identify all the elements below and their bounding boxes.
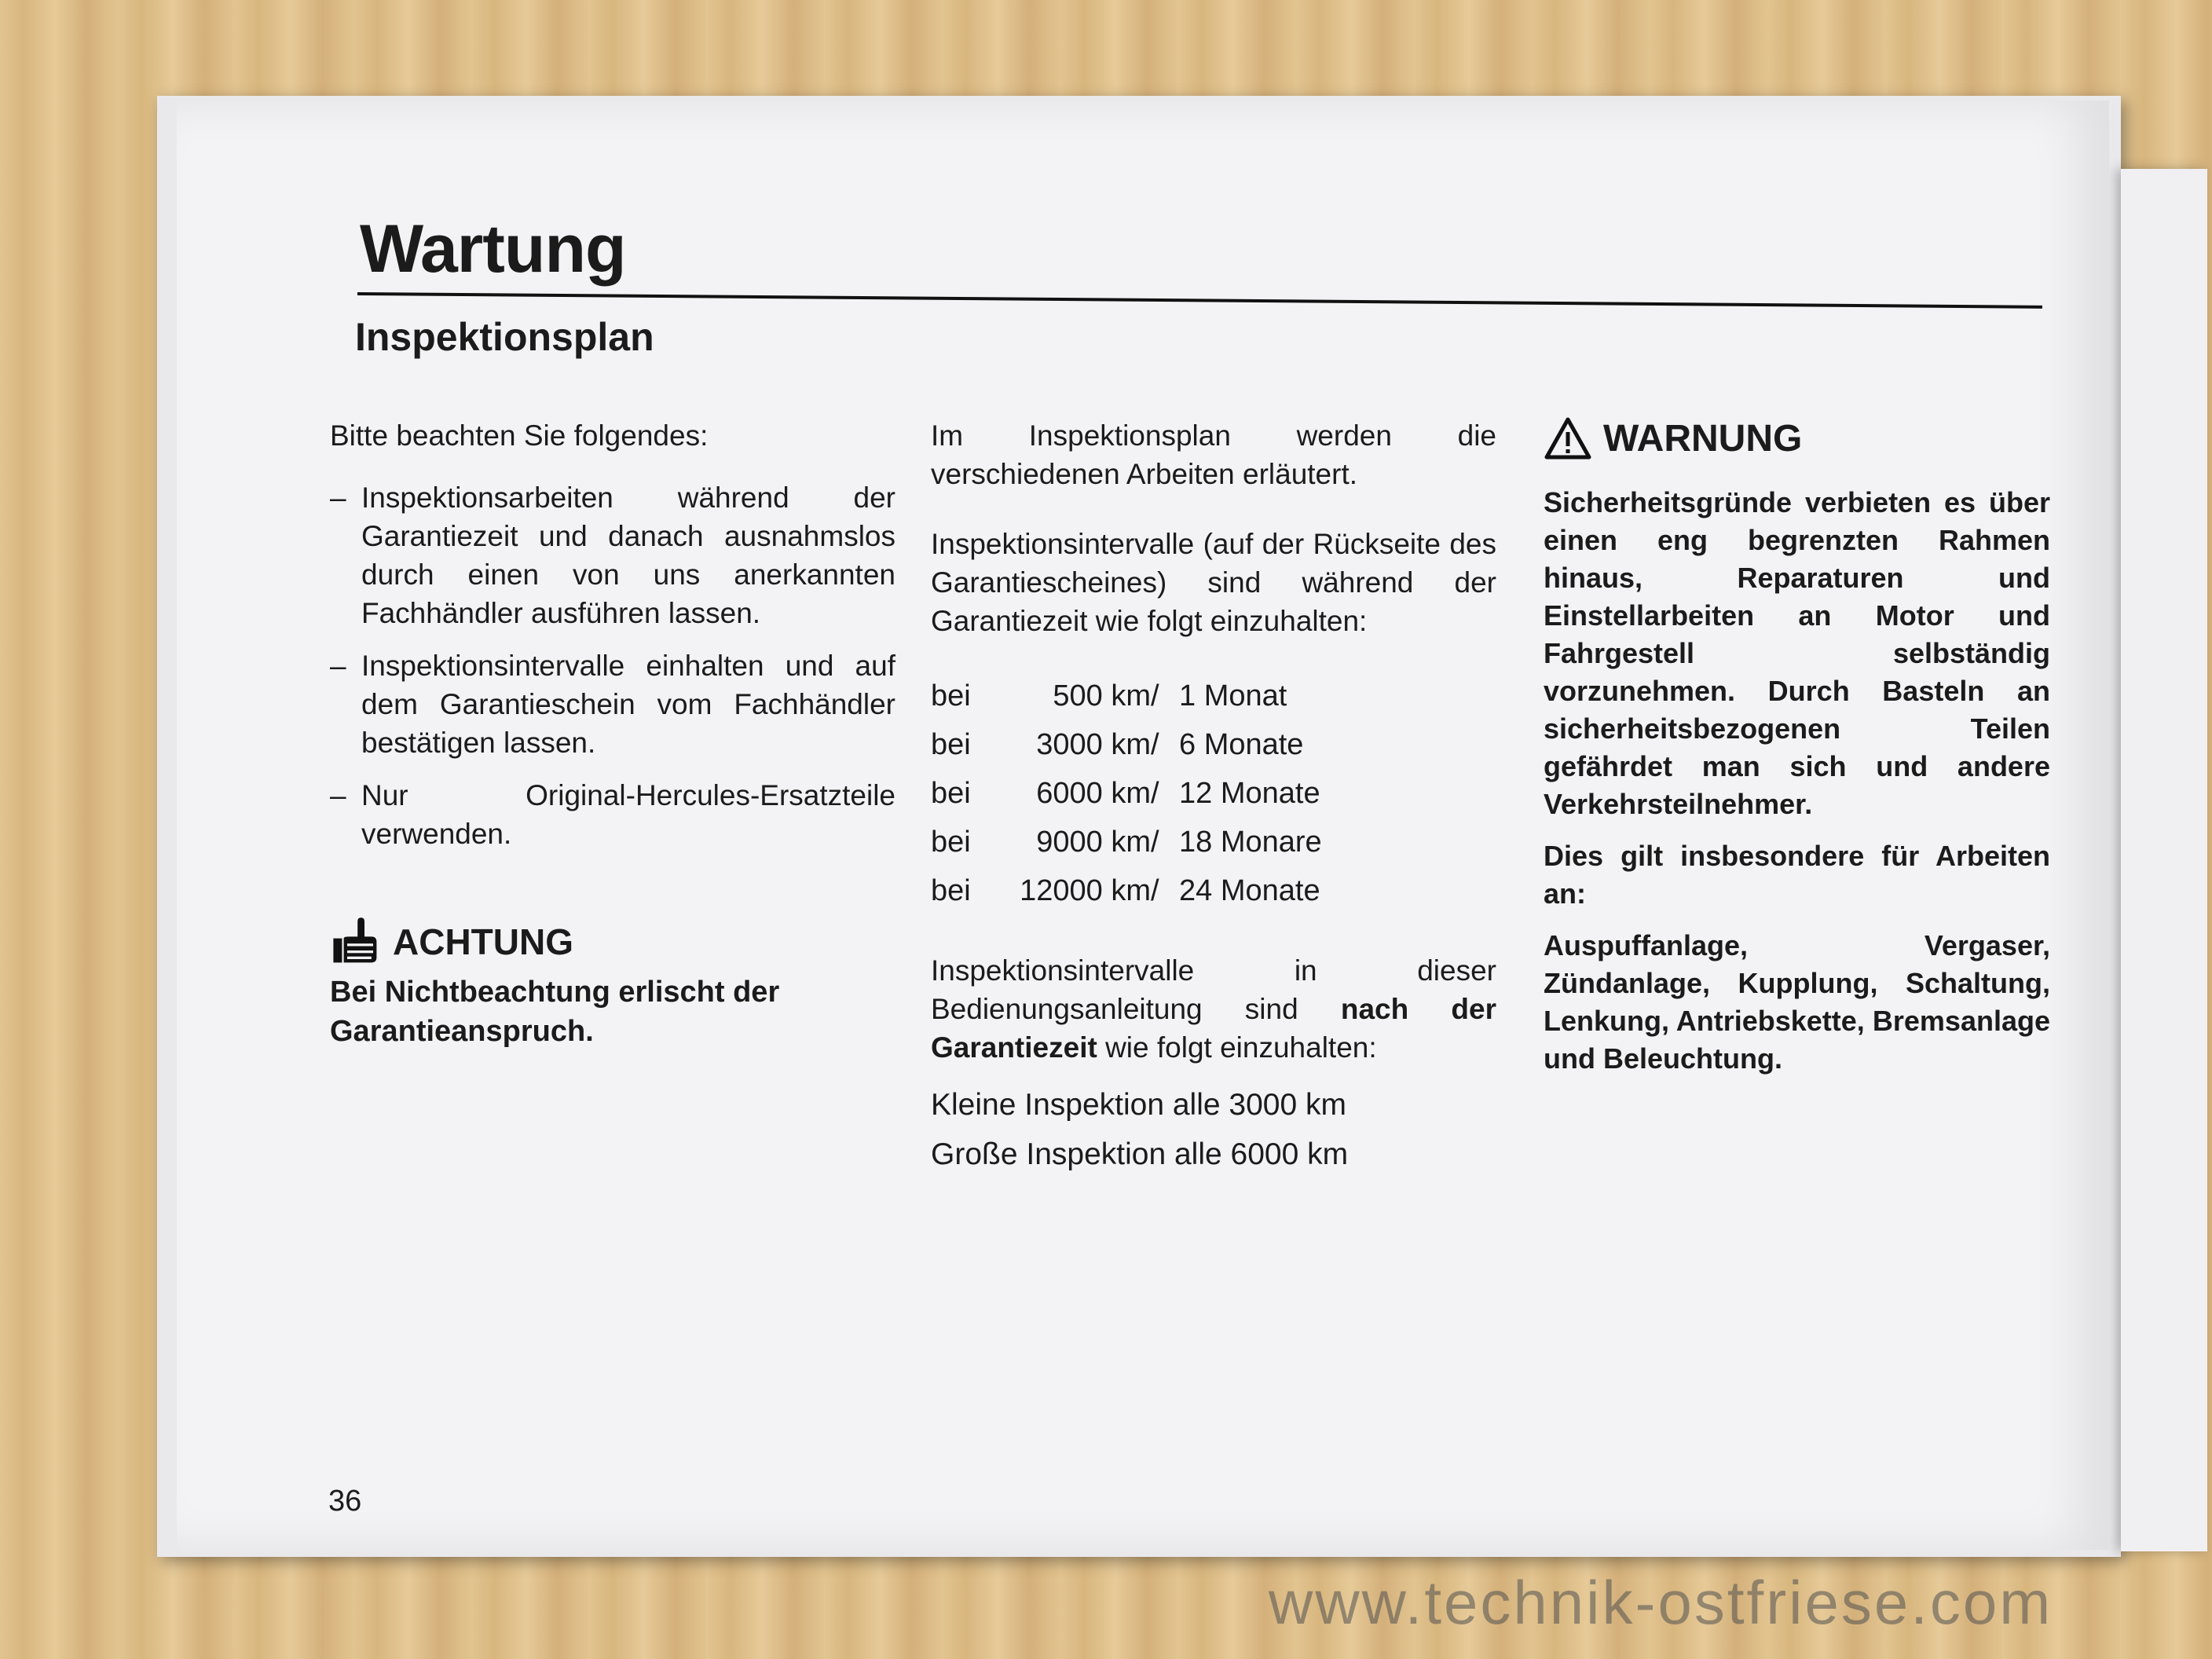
page-number: 36 <box>328 1485 362 1518</box>
table-row <box>931 672 1383 720</box>
interval-prefix: bei <box>931 727 971 761</box>
interval-km: 500 km <box>1053 679 1151 712</box>
interval-separator: / <box>1151 727 1159 761</box>
interval-prefix: bei <box>931 776 971 810</box>
after-warranty-text-end: wie folgt einzuhalten: <box>1097 1031 1377 1064</box>
warnung-body <box>1544 484 2050 1078</box>
warning-triangle-icon <box>1544 416 1592 460</box>
interval-months: 1 Monat <box>1179 679 1287 712</box>
achtung-heading <box>330 916 895 968</box>
table-row <box>931 866 1383 915</box>
interval-prefix: bei <box>931 679 971 712</box>
list-item: – Inspektionsarbeiten während der Garantiezeit und danach ausnahmslos durch einen von uns anerkannten Fachhändler ausführen lassen. <box>330 478 895 632</box>
middle-column <box>931 416 1496 1185</box>
achtung-text: Bei Nichtbeachtung erlischt der Garantieanspruch. <box>330 976 780 1048</box>
interval-km: 6000 km <box>1036 776 1151 810</box>
after-warranty-emphasis: nach der Garantiezeit <box>931 993 1496 1064</box>
intro-text: Bitte beachten Sie folgendes: <box>330 419 709 452</box>
pointing-hand-icon <box>330 916 382 968</box>
interval-km: 12000 km <box>1020 873 1151 907</box>
facing-page-edge <box>2121 169 2207 1551</box>
section-subtitle: Inspektionsplan <box>355 315 654 359</box>
list-item: – Nur Original-Hercules-Ersatzteile verwenden. <box>330 776 895 853</box>
interval-separator: / <box>1151 825 1159 859</box>
page-title: Wartung <box>360 211 626 287</box>
interval-prefix: bei <box>931 873 971 907</box>
warnung-paragraph: Auspuffanlage, Vergaser, Zündanlage, Kupplung, Schaltung, Lenkung, Antriebskette, Bremsanlage und Beleuchtung. <box>1544 929 2050 1075</box>
table-row <box>931 769 1383 818</box>
warnung-title: WARNUNG <box>1603 417 1803 460</box>
interval-km: 9000 km <box>1036 825 1151 859</box>
interval-intro-text: Inspektionsintervalle (auf der Rückseite des Garantiescheines) sind während der Garantiezeit wie folgt einzuhalten: <box>931 528 1496 637</box>
interval-months: 12 Monate <box>1179 776 1320 810</box>
interval-months: 6 Monate <box>1179 727 1304 761</box>
after-warranty-text-start: Inspektionsintervalle in dieser Bedienungsanleitung sind <box>931 954 1496 1025</box>
table-row <box>931 720 1383 769</box>
small-inspection-text: Kleine Inspektion alle 3000 km <box>931 1088 1346 1122</box>
table-row <box>931 818 1383 866</box>
interval-km: 3000 km <box>1036 727 1151 761</box>
after-warranty-text <box>931 951 1496 1067</box>
interval-table <box>931 672 1383 915</box>
list-item: – Inspektionsintervalle einhalten und auf dem Garantieschein vom Fachhändler bestätigen lassen. <box>330 646 895 762</box>
right-column <box>1544 416 2050 1092</box>
warnung-heading <box>1544 416 2050 460</box>
interval-separator: / <box>1151 873 1159 907</box>
large-inspection-text: Große Inspektion alle 6000 km <box>931 1137 1349 1171</box>
interval-prefix: bei <box>931 825 971 859</box>
warnung-paragraph: Dies gilt insbesondere für Arbeiten an: <box>1544 840 2050 910</box>
instruction-list <box>330 478 895 853</box>
interval-months: 24 Monate <box>1179 873 1320 907</box>
watermark: www.technik-ostfriese.com <box>1269 1568 2053 1637</box>
left-column <box>330 416 895 1051</box>
warnung-paragraph: Sicherheitsgründe verbieten es über einen eng begrenzten Rahmen hinaus, Reparaturen und Einstellarbeiten an Motor und Fahrgestell selbständig vorzunehmen. Durch Basteln an sicherheitsbezogenen Teilen gefährdet man sich und andere Verkehrsteilnehmer. <box>1544 486 2050 820</box>
achtung-title: ACHTUNG <box>393 921 573 962</box>
plan-intro-text: Im Inspektionsplan werden die verschiedenen Arbeiten erläutert. <box>931 419 1496 490</box>
interval-separator: / <box>1151 776 1159 810</box>
interval-separator: / <box>1151 679 1159 712</box>
interval-months: 18 Monare <box>1179 825 1322 859</box>
